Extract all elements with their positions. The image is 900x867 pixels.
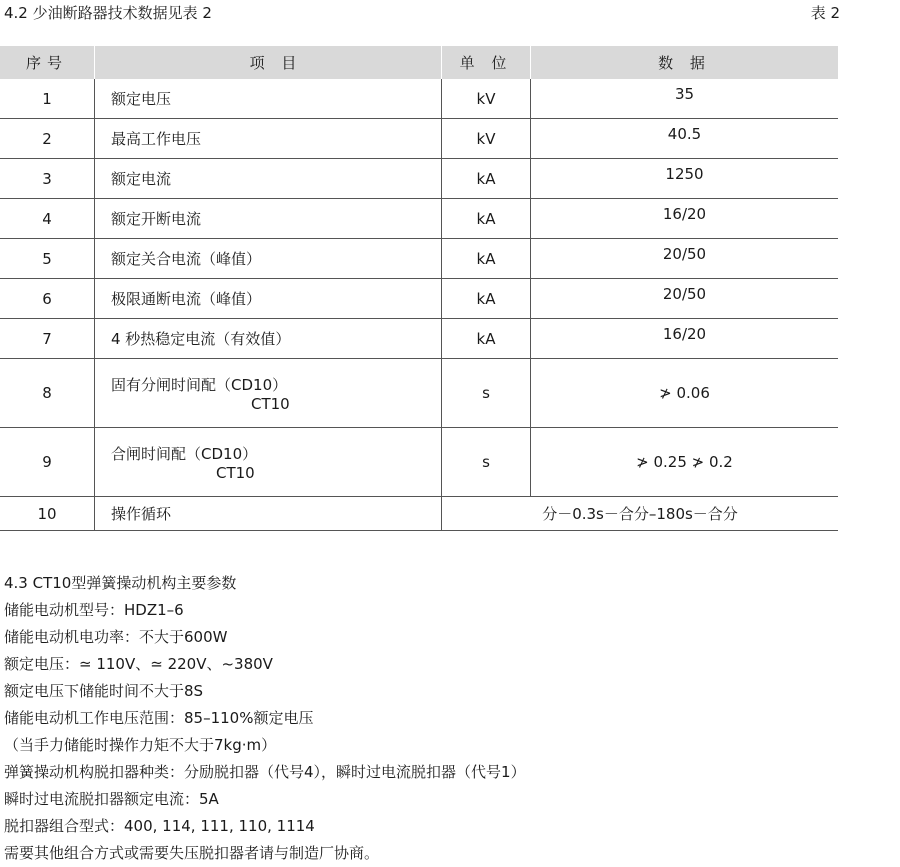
cell-value: 16/20 [531, 319, 839, 359]
param-line: 储能电动机工作电压范围：85–110%额定电压 [4, 709, 314, 727]
cell-no: 9 [0, 428, 95, 497]
table-header-row [0, 46, 838, 79]
col-header-item: 项 目 [95, 46, 442, 79]
cell-no: 1 [0, 79, 95, 119]
cell-unit: kV [442, 79, 531, 119]
col-header-value: 数 据 [531, 46, 839, 79]
cell-item-line2: CT10 [216, 463, 255, 482]
cell-item: 最高工作电压 [95, 119, 442, 159]
param-line: （当手力储能时操作力矩不大于7kg·m） [4, 736, 277, 754]
cell-no: 8 [0, 359, 95, 428]
table-row [0, 239, 838, 279]
param-line: 额定电压：≃ 110V、≃ 220V、~380V [4, 655, 273, 673]
cell-item: 额定关合电流（峰值） [95, 239, 442, 279]
cell-item: 额定电流 [95, 159, 442, 199]
cell-unit: kV [442, 119, 531, 159]
param-line: 脱扣器组合型式：400, 114, 111, 110, 1114 [4, 817, 315, 835]
cell-unit: s [442, 428, 531, 497]
param-line: 弹簧操动机构脱扣器种类：分励脱扣器（代号4），瞬时过电流脱扣器（代号1） [4, 763, 526, 781]
param-line: 储能电动机型号：HDZ1–6 [4, 601, 184, 619]
table-row [0, 199, 838, 239]
cell-unit: kA [442, 239, 531, 279]
table-row [0, 319, 838, 359]
cell-value: ≯ 0.25 ≯ 0.2 [531, 428, 839, 497]
cell-no: 6 [0, 279, 95, 319]
cell-value: 20/50 [531, 279, 839, 319]
cell-item [95, 359, 442, 428]
spec-table [0, 46, 838, 531]
cell-item-line1: 固有分闸时间配（CD10） [111, 375, 288, 394]
param-line: 需要其他组合方式或需要失压脱扣器者请与制造厂协商。 [4, 844, 380, 862]
cell-unit: kA [442, 279, 531, 319]
table-reference: 表 2 [810, 4, 840, 22]
col-header-unit: 单 位 [442, 46, 531, 79]
mechanism-params-section [4, 570, 526, 867]
cell-no: 3 [0, 159, 95, 199]
cell-no: 7 [0, 319, 95, 359]
col-header-no: 序号 [0, 46, 95, 79]
cell-value: 16/20 [531, 199, 839, 239]
section-heading: 4.2 少油断路器技术数据见表 2 [4, 4, 212, 22]
table-row [0, 279, 838, 319]
cell-unit: kA [442, 159, 531, 199]
cell-no: 2 [0, 119, 95, 159]
cell-unit: kA [442, 199, 531, 239]
cell-value: 1250 [531, 159, 839, 199]
cell-value: 40.5 [531, 119, 839, 159]
table-row [0, 159, 838, 199]
table-row [0, 79, 838, 119]
cell-value: 35 [531, 79, 839, 119]
cell-item: 额定开断电流 [95, 199, 442, 239]
cell-no: 4 [0, 199, 95, 239]
cell-item: 4 秒热稳定电流（有效值） [95, 319, 442, 359]
section-title: 4.3 CT10型弹簧操动机构主要参数 [4, 574, 237, 592]
cell-item: 极限通断电流（峰值） [95, 279, 442, 319]
param-line: 储能电动机电功率：不大于600W [4, 628, 228, 646]
cell-unit: s [442, 359, 531, 428]
cell-value: ≯ 0.06 [531, 359, 839, 428]
cell-value: 20/50 [531, 239, 839, 279]
cell-item-line2: CT10 [251, 394, 290, 413]
cell-no: 5 [0, 239, 95, 279]
table-row [0, 119, 838, 159]
cell-item [95, 428, 442, 497]
cell-unit: kA [442, 319, 531, 359]
param-line: 瞬时过电流脱扣器额定电流：5A [4, 790, 219, 808]
cell-no: 10 [0, 497, 95, 531]
cell-item: 操作循环 [95, 497, 442, 531]
cell-value: 分－0.3s－合分–180s－合分 [442, 497, 839, 531]
table-row [0, 497, 838, 531]
cell-item-line1: 合闸时间配（CD10） [111, 444, 258, 463]
table-row [0, 359, 838, 428]
param-line: 额定电压下储能时间不大于8S [4, 682, 204, 700]
table-row [0, 428, 838, 497]
cell-item: 额定电压 [95, 79, 442, 119]
